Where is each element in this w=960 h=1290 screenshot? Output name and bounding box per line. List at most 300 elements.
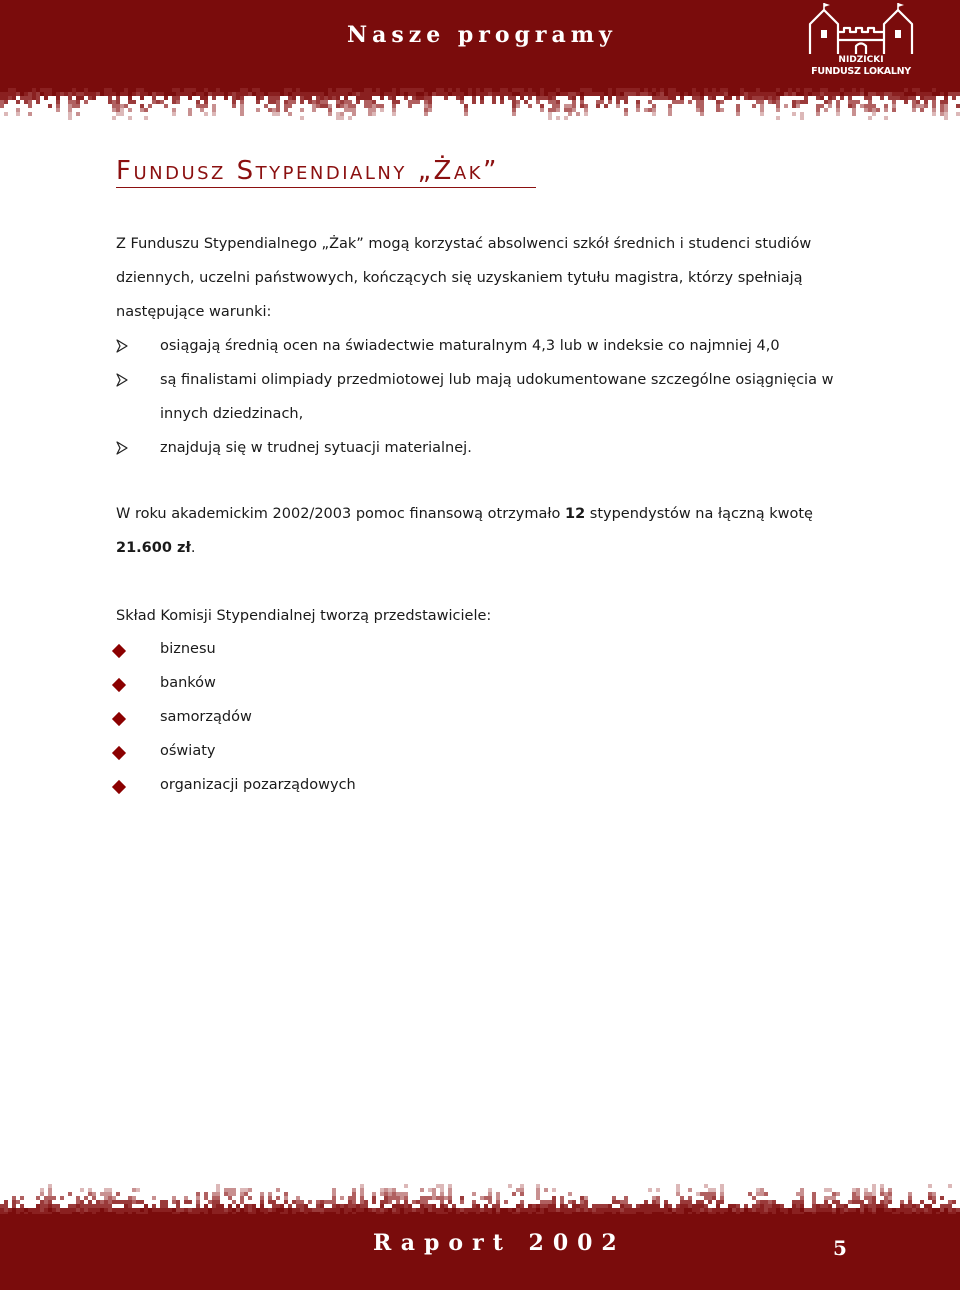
fray-pixel — [276, 108, 280, 112]
fray-pixel — [624, 1196, 628, 1200]
fray-pixel — [140, 92, 144, 96]
fray-pixel — [452, 88, 456, 92]
fray-pixel — [328, 96, 332, 100]
fray-pixel — [872, 1208, 876, 1212]
fray-pixel — [148, 1208, 152, 1212]
fray-pixel — [824, 1188, 828, 1192]
fray-pixel — [396, 88, 400, 92]
fray-pixel — [880, 1208, 884, 1212]
fray-pixel — [688, 1196, 692, 1200]
fray-pixel — [392, 100, 396, 104]
fray-pixel — [844, 92, 848, 96]
fray-pixel — [156, 1208, 160, 1212]
fray-pixel — [404, 1208, 408, 1212]
fray-pixel — [388, 96, 392, 100]
fray-pixel — [452, 92, 456, 96]
fray-pixel — [108, 1204, 112, 1208]
fray-pixel — [60, 1208, 64, 1212]
fray-pixel — [904, 100, 908, 104]
fray-pixel — [408, 1208, 412, 1212]
fray-pixel — [232, 104, 236, 108]
fray-pixel — [568, 1192, 572, 1196]
fray-pixel — [92, 96, 96, 100]
fray-pixel — [944, 92, 948, 96]
fray-pixel — [784, 1208, 788, 1212]
fray-pixel — [188, 108, 192, 112]
fray-pixel — [696, 100, 700, 104]
fray-pixel — [424, 112, 428, 116]
fray-pixel — [96, 1208, 100, 1212]
fray-pixel — [472, 96, 476, 100]
fray-pixel — [248, 1204, 252, 1208]
fray-pixel — [956, 92, 960, 96]
fray-pixel — [780, 88, 784, 92]
fray-pixel — [608, 88, 612, 92]
fray-pixel — [536, 92, 540, 96]
fray-pixel — [932, 1200, 936, 1204]
fray-pixel — [404, 1204, 408, 1208]
fray-pixel — [424, 92, 428, 96]
fray-pixel — [676, 100, 680, 104]
fray-pixel — [428, 1196, 432, 1200]
fray-pixel — [384, 1192, 388, 1196]
fray-pixel — [568, 112, 572, 116]
fray-pixel — [412, 1200, 416, 1204]
logo-line-1: NIDZICKI — [838, 55, 884, 65]
fray-pixel — [120, 108, 124, 112]
fray-pixel — [880, 92, 884, 96]
fray-pixel — [528, 104, 532, 108]
fray-pixel — [492, 1204, 496, 1208]
fray-pixel — [584, 1208, 588, 1212]
fray-pixel — [4, 1200, 8, 1204]
fray-pixel — [548, 112, 552, 116]
fray-pixel — [372, 88, 376, 92]
fray-pixel — [580, 1204, 584, 1208]
fray-pixel — [116, 92, 120, 96]
fray-pixel — [224, 92, 228, 96]
fray-pixel — [812, 1192, 816, 1196]
fray-pixel — [716, 1204, 720, 1208]
fray-pixel — [900, 1208, 904, 1212]
fray-pixel — [324, 88, 328, 92]
fray-pixel — [384, 1196, 388, 1200]
fray-pixel — [276, 1196, 280, 1200]
fray-pixel — [956, 88, 960, 92]
fray-pixel — [360, 1208, 364, 1212]
fray-pixel — [500, 100, 504, 104]
fray-pixel — [32, 1208, 36, 1212]
fray-pixel — [800, 1208, 804, 1212]
fray-pixel — [36, 1196, 40, 1200]
fray-pixel — [796, 88, 800, 92]
fray-pixel — [628, 92, 632, 96]
fray-pixel — [912, 100, 916, 104]
fray-pixel — [928, 1204, 932, 1208]
fray-pixel — [776, 104, 780, 108]
fray-pixel — [12, 1208, 16, 1212]
fray-pixel — [472, 1192, 476, 1196]
fray-pixel — [284, 1196, 288, 1200]
fray-pixel — [876, 1208, 880, 1212]
fray-pixel — [332, 1192, 336, 1196]
fray-pixel — [200, 96, 204, 100]
fray-pixel — [624, 1200, 628, 1204]
fray-pixel — [372, 1196, 376, 1200]
fray-pixel — [216, 1188, 220, 1192]
fray-pixel — [644, 108, 648, 112]
fray-pixel — [560, 1204, 564, 1208]
fray-pixel — [936, 1208, 940, 1212]
fray-pixel — [772, 1200, 776, 1204]
fray-pixel — [548, 1208, 552, 1212]
fray-pixel — [356, 92, 360, 96]
fray-pixel — [692, 88, 696, 92]
fray-pixel — [308, 92, 312, 96]
fray-pixel — [680, 100, 684, 104]
fray-pixel — [128, 1200, 132, 1204]
fray-pixel — [804, 1208, 808, 1212]
fray-pixel — [328, 112, 332, 116]
fray-pixel — [856, 1188, 860, 1192]
fray-pixel — [680, 1200, 684, 1204]
fray-pixel — [532, 92, 536, 96]
fray-pixel — [700, 104, 704, 108]
fray-pixel — [368, 92, 372, 96]
fray-pixel — [84, 1208, 88, 1212]
fray-pixel — [728, 1208, 732, 1212]
fray-pixel — [200, 1208, 204, 1212]
fray-pixel — [80, 1208, 84, 1212]
fray-pixel — [280, 1208, 284, 1212]
fray-pixel — [676, 88, 680, 92]
fray-pixel — [428, 1188, 432, 1192]
fray-pixel — [720, 1188, 724, 1192]
fray-pixel — [16, 112, 20, 116]
fray-pixel — [136, 92, 140, 96]
fray-pixel — [28, 96, 32, 100]
fray-pixel — [324, 100, 328, 104]
fray-pixel — [736, 108, 740, 112]
fray-pixel — [548, 96, 552, 100]
fray-pixel — [168, 92, 172, 96]
fray-pixel — [468, 1208, 472, 1212]
fray-pixel — [708, 88, 712, 92]
fray-pixel — [16, 88, 20, 92]
fray-pixel — [140, 1200, 144, 1204]
fray-pixel — [44, 1200, 48, 1204]
fray-pixel — [824, 1208, 828, 1212]
fray-pixel — [300, 96, 304, 100]
fray-pixel — [672, 100, 676, 104]
fray-pixel — [80, 1204, 84, 1208]
fray-pixel — [840, 88, 844, 92]
fray-pixel — [884, 88, 888, 92]
fray-pixel — [720, 1192, 724, 1196]
fray-pixel — [356, 1204, 360, 1208]
fray-pixel — [404, 92, 408, 96]
fray-pixel — [604, 104, 608, 108]
fray-pixel — [176, 96, 180, 100]
fray-pixel — [352, 92, 356, 96]
fray-pixel — [696, 88, 700, 92]
fray-pixel — [92, 1192, 96, 1196]
fray-pixel — [412, 100, 416, 104]
fray-pixel — [680, 1204, 684, 1208]
fray-pixel — [436, 1184, 440, 1188]
fray-pixel — [524, 88, 528, 92]
fray-pixel — [932, 1208, 936, 1212]
fray-pixel — [520, 1208, 524, 1212]
fray-pixel — [820, 1208, 824, 1212]
fray-pixel — [624, 1204, 628, 1208]
fray-pixel — [652, 104, 656, 108]
fray-pixel — [916, 104, 920, 108]
fray-pixel — [432, 1188, 436, 1192]
fray-pixel — [0, 92, 4, 96]
fray-pixel — [940, 104, 944, 108]
fray-pixel — [524, 92, 528, 96]
condition-2-line-2: innych dziedzinach, — [160, 406, 304, 422]
fray-pixel — [720, 1200, 724, 1204]
fray-pixel — [124, 88, 128, 92]
fray-pixel — [408, 104, 412, 108]
fray-pixel — [348, 108, 352, 112]
fray-pixel — [116, 1208, 120, 1212]
fray-pixel — [540, 108, 544, 112]
fray-pixel — [168, 88, 172, 92]
fray-pixel — [68, 96, 72, 100]
fray-pixel — [336, 112, 340, 116]
fray-pixel — [388, 92, 392, 96]
fray-pixel — [80, 1200, 84, 1204]
fray-pixel — [116, 88, 120, 92]
fray-pixel — [760, 1204, 764, 1208]
fray-pixel — [816, 96, 820, 100]
fray-pixel — [676, 1208, 680, 1212]
fray-pixel — [552, 1208, 556, 1212]
fray-pixel — [612, 1196, 616, 1200]
fray-pixel — [296, 1196, 300, 1200]
fray-pixel — [20, 88, 24, 92]
fray-pixel — [492, 100, 496, 104]
fray-pixel — [948, 92, 952, 96]
fray-pixel — [36, 100, 40, 104]
fray-pixel — [348, 104, 352, 108]
fray-pixel — [652, 1196, 656, 1200]
fray-pixel — [236, 96, 240, 100]
fray-pixel — [320, 104, 324, 108]
fray-pixel — [836, 112, 840, 116]
summary-text-before: W roku akademickim 2002/2003 pomoc finansową otrzymało — [116, 506, 565, 522]
fray-pixel — [488, 88, 492, 92]
fray-pixel — [76, 112, 80, 116]
fray-pixel — [360, 1188, 364, 1192]
fray-pixel — [436, 88, 440, 92]
fray-pixel — [456, 92, 460, 96]
fray-pixel — [380, 1204, 384, 1208]
fray-pixel — [124, 104, 128, 108]
fray-pixel — [568, 104, 572, 108]
fray-pixel — [696, 1192, 700, 1196]
fray-pixel — [168, 1208, 172, 1212]
fray-pixel — [624, 112, 628, 116]
fray-pixel — [172, 1208, 176, 1212]
fray-pixel — [176, 92, 180, 96]
fray-pixel — [584, 104, 588, 108]
fray-pixel — [552, 92, 556, 96]
fray-pixel — [608, 92, 612, 96]
fray-pixel — [360, 1192, 364, 1196]
fray-pixel — [316, 104, 320, 108]
fray-pixel — [496, 92, 500, 96]
fray-pixel — [760, 92, 764, 96]
fray-pixel — [868, 1208, 872, 1212]
fray-pixel — [864, 92, 868, 96]
fray-pixel — [900, 96, 904, 100]
fray-pixel — [12, 1204, 16, 1208]
fray-pixel — [60, 88, 64, 92]
fray-pixel — [480, 96, 484, 100]
fray-pixel — [580, 92, 584, 96]
fray-pixel — [80, 88, 84, 92]
fray-pixel — [776, 88, 780, 92]
fray-pixel — [320, 1204, 324, 1208]
fray-pixel — [400, 1208, 404, 1212]
fray-pixel — [884, 1192, 888, 1196]
fray-pixel — [128, 96, 132, 100]
fray-pixel — [668, 88, 672, 92]
fray-pixel — [132, 1196, 136, 1200]
fray-pixel — [240, 1200, 244, 1204]
fray-pixel — [48, 104, 52, 108]
fray-pixel — [384, 92, 388, 96]
fray-pixel — [16, 100, 20, 104]
fray-pixel — [8, 1208, 12, 1212]
fray-pixel — [24, 96, 28, 100]
fray-pixel — [804, 88, 808, 92]
fray-pixel — [460, 100, 464, 104]
fray-pixel — [152, 1208, 156, 1212]
fray-pixel — [240, 88, 244, 92]
fray-pixel — [708, 1208, 712, 1212]
fray-pixel — [676, 92, 680, 96]
fray-pixel — [140, 108, 144, 112]
fray-pixel — [656, 1196, 660, 1200]
fray-pixel — [616, 88, 620, 92]
fray-pixel — [420, 1204, 424, 1208]
fray-pixel — [772, 92, 776, 96]
fray-pixel — [256, 88, 260, 92]
fray-pixel — [84, 1204, 88, 1208]
fray-pixel — [656, 1208, 660, 1212]
fray-pixel — [424, 88, 428, 92]
fray-pixel — [608, 1204, 612, 1208]
fray-pixel — [816, 88, 820, 92]
fray-pixel — [140, 104, 144, 108]
fray-pixel — [24, 1208, 28, 1212]
fray-pixel — [264, 104, 268, 108]
fray-pixel — [192, 1208, 196, 1212]
fray-pixel — [112, 1196, 116, 1200]
fray-pixel — [860, 104, 864, 108]
diamond-bullet-icon — [112, 712, 126, 726]
fray-pixel — [212, 1196, 216, 1200]
fray-pixel — [440, 92, 444, 96]
fray-pixel — [460, 88, 464, 92]
fray-pixel — [664, 1200, 668, 1204]
fray-pixel — [144, 116, 148, 120]
fray-pixel — [284, 1192, 288, 1196]
fray-pixel — [548, 88, 552, 92]
fray-pixel — [404, 96, 408, 100]
fray-pixel — [128, 100, 132, 104]
fray-pixel — [196, 1208, 200, 1212]
fray-pixel — [120, 112, 124, 116]
fray-pixel — [564, 104, 568, 108]
fray-pixel — [828, 1196, 832, 1200]
fray-pixel — [416, 88, 420, 92]
fray-pixel — [648, 88, 652, 92]
fray-pixel — [708, 96, 712, 100]
fray-pixel — [836, 92, 840, 96]
fray-pixel — [16, 108, 20, 112]
fray-pixel — [240, 112, 244, 116]
fray-pixel — [572, 92, 576, 96]
fray-pixel — [272, 1200, 276, 1204]
fray-pixel — [944, 116, 948, 120]
fray-pixel — [788, 92, 792, 96]
fray-pixel — [212, 104, 216, 108]
fray-pixel — [252, 88, 256, 92]
fray-pixel — [732, 88, 736, 92]
fray-pixel — [772, 100, 776, 104]
fray-pixel — [552, 88, 556, 92]
fray-pixel — [760, 96, 764, 100]
fray-pixel — [872, 1196, 876, 1200]
fray-pixel — [860, 1204, 864, 1208]
fray-pixel — [204, 112, 208, 116]
fray-pixel — [336, 104, 340, 108]
fray-pixel — [68, 100, 72, 104]
fray-pixel — [232, 92, 236, 96]
fray-pixel — [424, 108, 428, 112]
fray-pixel — [316, 92, 320, 96]
fray-pixel — [920, 108, 924, 112]
fray-pixel — [388, 88, 392, 92]
fray-pixel — [232, 1188, 236, 1192]
fray-pixel — [920, 1208, 924, 1212]
fray-pixel — [696, 92, 700, 96]
fray-pixel — [488, 1192, 492, 1196]
fray-pixel — [216, 1184, 220, 1188]
fray-pixel — [940, 1196, 944, 1200]
fray-pixel — [556, 1208, 560, 1212]
fray-pixel — [384, 1188, 388, 1192]
fray-pixel — [552, 1196, 556, 1200]
fray-pixel — [924, 1208, 928, 1212]
fray-pixel — [292, 92, 296, 96]
fray-pixel — [196, 1192, 200, 1196]
fray-pixel — [508, 92, 512, 96]
fray-pixel — [108, 92, 112, 96]
fray-pixel — [600, 1204, 604, 1208]
fray-pixel — [224, 1208, 228, 1212]
fray-pixel — [920, 96, 924, 100]
fray-pixel — [468, 92, 472, 96]
fray-pixel — [736, 1204, 740, 1208]
fray-pixel — [744, 92, 748, 96]
